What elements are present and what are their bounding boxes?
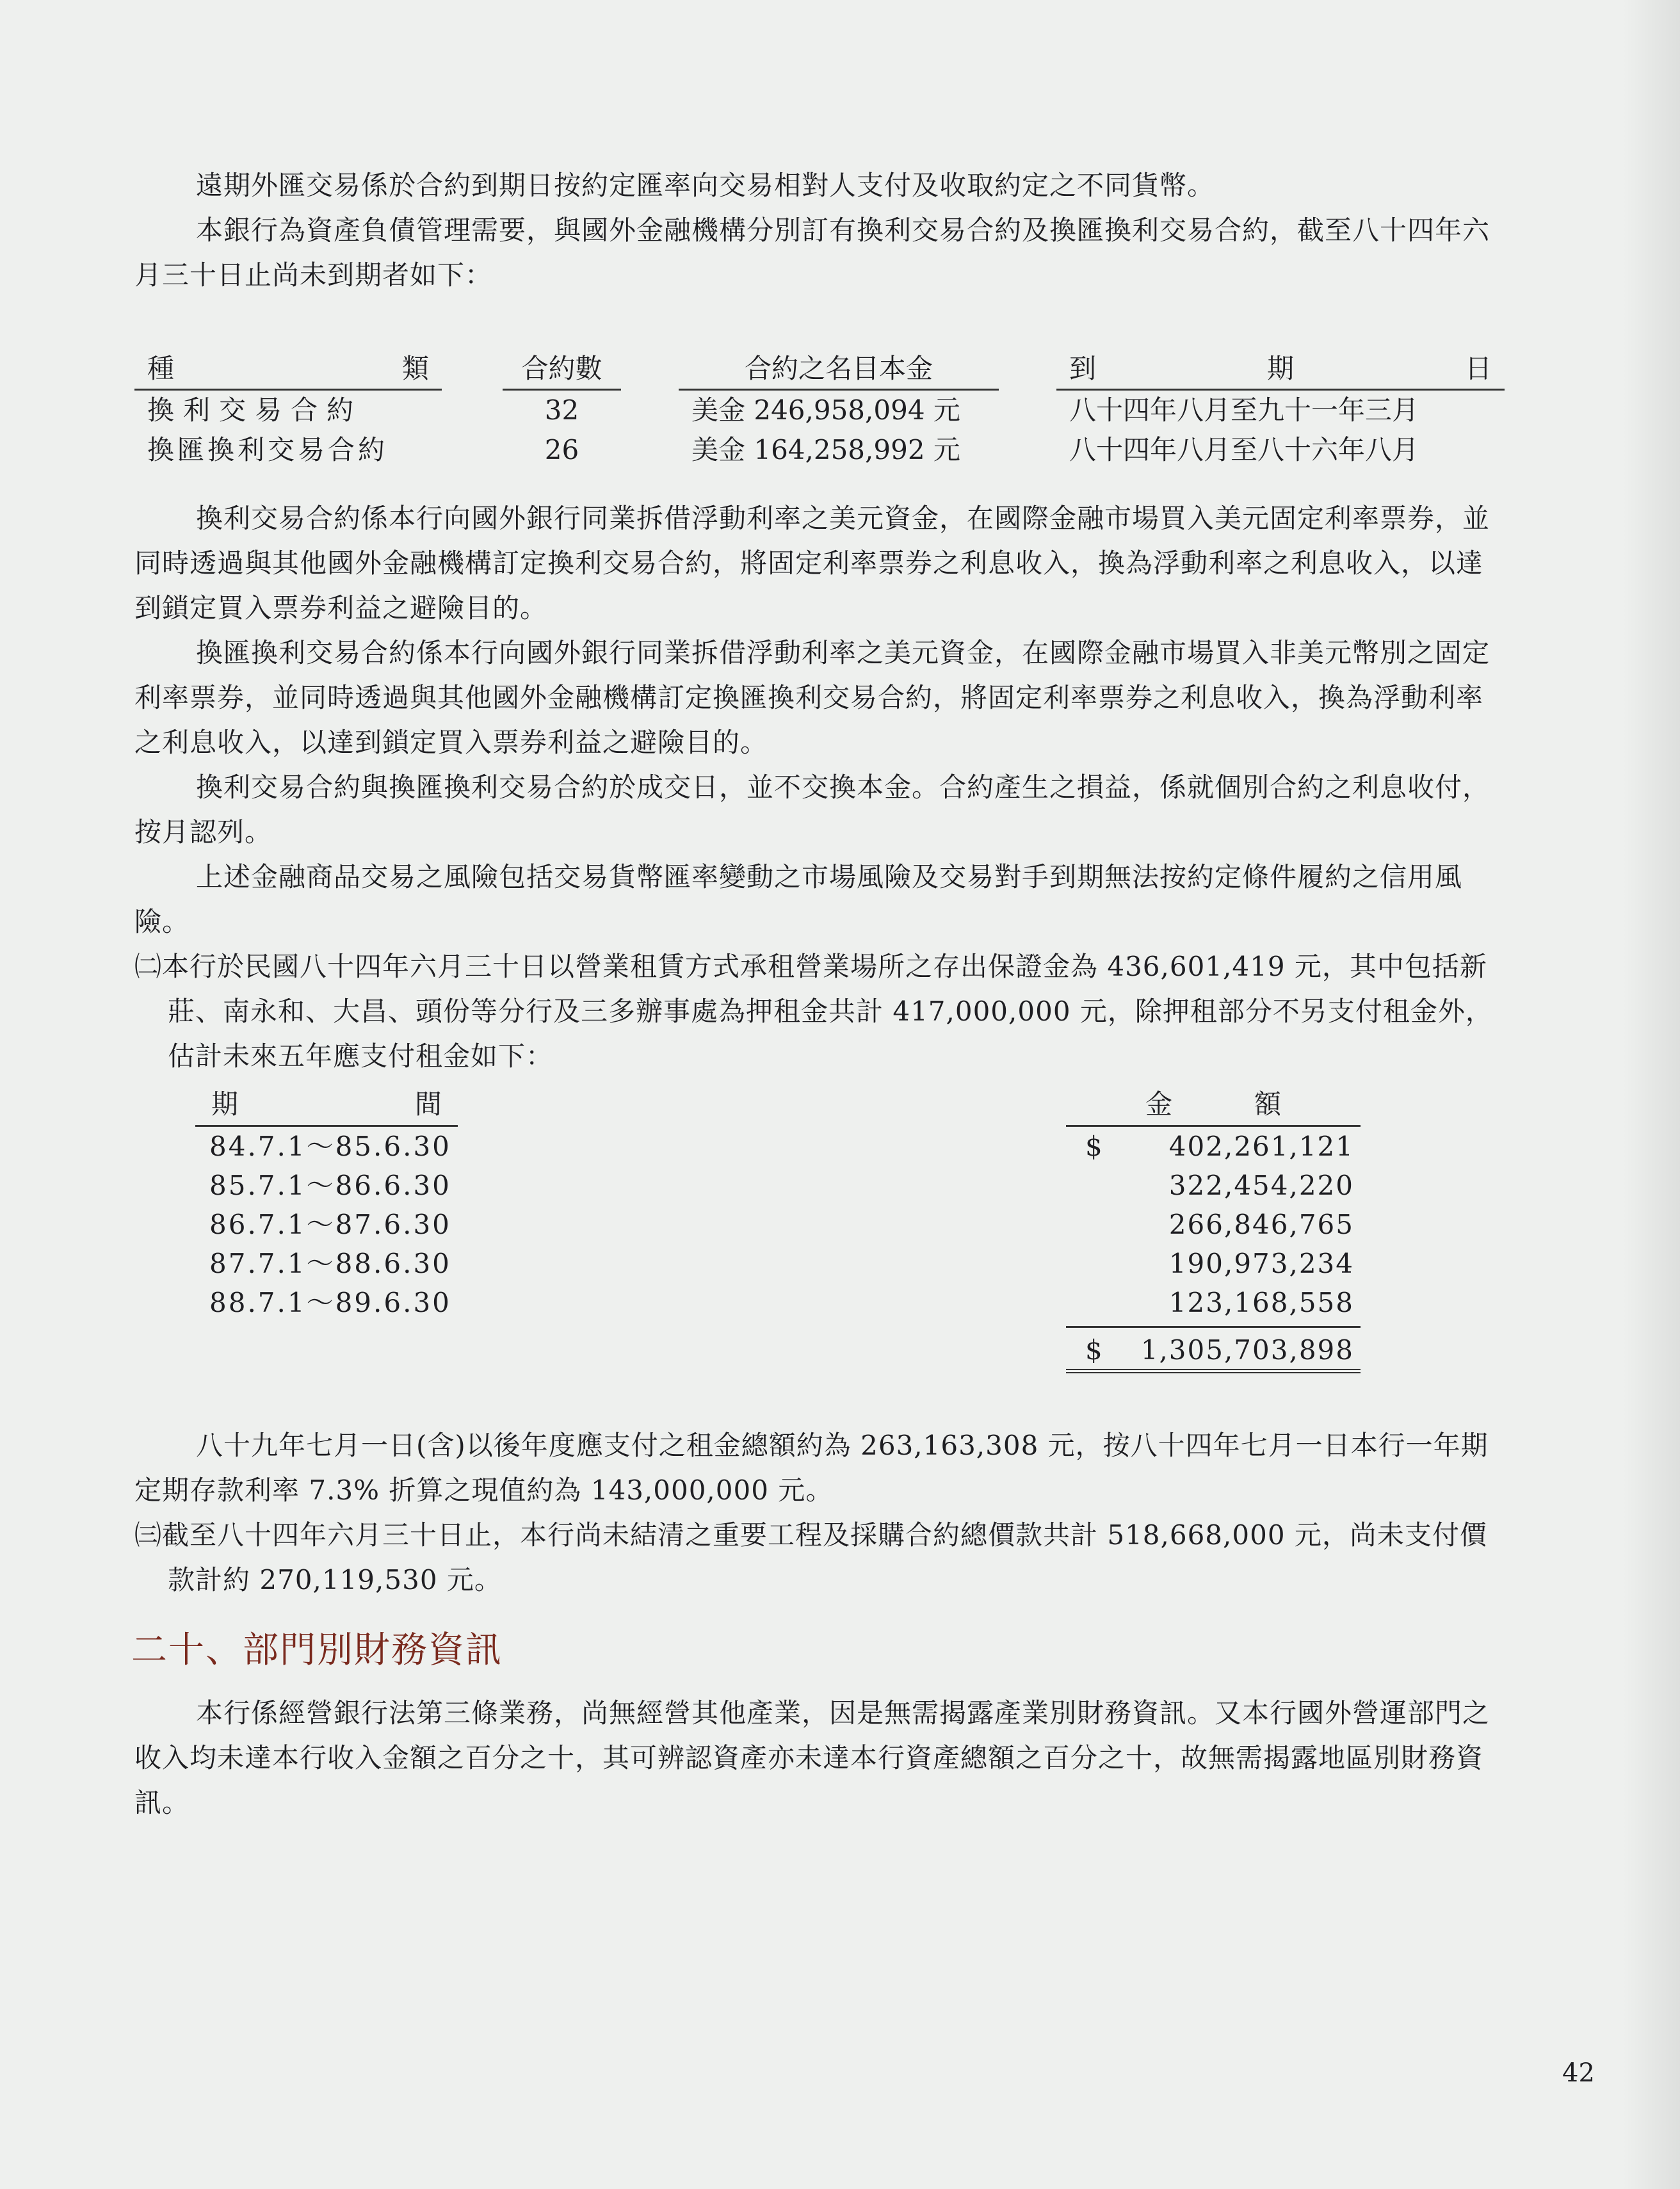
rent-amount: 190,973,234: [1168, 1248, 1354, 1279]
row-notional: 美金 164,258,992 元: [691, 434, 960, 465]
rent-period: 87.7.1～88.6.30: [209, 1248, 451, 1279]
item-lease-deposit: ㈡本行於民國八十四年六月三十日以營業租賃方式承租營業場所之存出保證金為 436,601,419 元，其中包括新莊、南永和、大昌、頭份等分行及三多辦事處為押租金共計 417,000,000 元，除押租部分不另支付租金外，估計未來五年應支付租金如下：: [134, 951, 1493, 1072]
row-type: 換利交易合約: [147, 394, 363, 426]
item-contracts-outstanding: ㈢截至八十四年六月三十日止，本行尚未結清之重要工程及採購合約總價款共計 518,668,000 元，尚未支付價款計約 270,119,530 元。: [134, 1519, 1487, 1595]
header-count: 合約數: [503, 349, 621, 391]
paragraph-currency-swap: 換匯換利交易合約係本行向國外銀行同業拆借浮動利率之美元資金，在國際金融市場買入非美元幣別之固定利率票券，並同時透過與其他國外金融機構訂定換匯換利交易合約，將固定利率票券之利息收入，換為浮動利率之利息收入，以達到鎖定買入票券利益之避險目的。: [134, 637, 1490, 758]
document-body: [131, 163, 1505, 1825]
row-maturity: 八十四年八月至九十一年三月: [1069, 394, 1419, 426]
paragraph-segment-info: 本行係經營銀行法第三條業務，尚無經營其他產業，因是無需揭露產業別財務資訊。又本行國外營運部門之收入均未達本行收入金額之百分之十，其可辨認資產亦未達本行資產總額之百分之十，故無需揭露地區別財務資訊。: [134, 1697, 1490, 1818]
rent-schedule-table: [134, 1084, 1505, 1385]
swap-contracts-table: [134, 349, 1505, 496]
paragraph-interest-swap: 換利交易合約係本行向國外銀行同業拆借浮動利率之美元資金，在國際金融市場買入美元固定利率票券，並同時透過與其他國外金融機構訂定換利交易合約，將固定利率票券之利息收入，換為浮動利率之利息收入，以達到鎖定買入票券利益之避險目的。: [134, 503, 1490, 624]
column-period: [195, 1084, 458, 1322]
paragraph-forward-fx: 遠期外匯交易係於合約到期日按約定匯率向交易相對人支付及收取約定之不同貨幣。: [196, 170, 1215, 201]
rent-amount: 123,168,558: [1168, 1287, 1354, 1318]
header-amount: 金 額: [1066, 1084, 1361, 1127]
rent-total-row: [1066, 1326, 1361, 1373]
row-count: 32: [544, 394, 579, 426]
page-edge-shadow: [1622, 0, 1680, 2189]
rent-period: 85.7.1～86.6.30: [209, 1170, 451, 1201]
currency-symbol: $: [1085, 1334, 1104, 1366]
column-count: [503, 349, 621, 470]
row-maturity: 八十四年八月至八十六年八月: [1069, 434, 1419, 465]
rent-period: 88.7.1～89.6.30: [209, 1287, 451, 1318]
rent-total: 1,305,703,898: [1140, 1334, 1354, 1366]
column-type: [134, 349, 442, 470]
paragraph-swap-intro: 本銀行為資產負債管理需要，與國外金融機構分別訂有換利交易合約及換匯換利交易合約，截至八十四年六月三十日止尚未到期者如下：: [134, 214, 1490, 291]
rent-amount: 266,846,765: [1168, 1209, 1354, 1240]
header-period: 期 間: [195, 1084, 458, 1127]
header-type: 種 類: [134, 349, 442, 391]
rent-period: 84.7.1～85.6.30: [209, 1131, 451, 1162]
column-notional: [679, 349, 999, 470]
row-type: 換匯換利交易合約: [147, 434, 389, 465]
row-notional: 美金 246,958,094 元: [691, 394, 960, 426]
currency-symbol: $: [1085, 1131, 1104, 1162]
rent-amount: 322,454,220: [1168, 1170, 1354, 1201]
paragraph-future-rent: 八十九年七月一日(含)以後年度應支付之租金總額約為 263,163,308 元，按八十四年七月一日本行一年期定期存款利率 7.3% 折算之現值約為 143,000,000 元。: [134, 1430, 1489, 1506]
header-maturity: 到 期 日: [1056, 349, 1505, 391]
rent-amount: $ 402,261,121: [1066, 1127, 1361, 1166]
row-count: 26: [544, 434, 579, 465]
rent-period: 86.7.1～87.6.30: [209, 1209, 451, 1240]
header-notional: 合約之名目本金: [679, 349, 999, 391]
column-amount: [1066, 1084, 1361, 1373]
column-maturity: [1056, 349, 1505, 470]
paragraph-risk: 上述金融商品交易之風險包括交易貨幣匯率變動之市場風險及交易對手到期無法按約定條件履約之信用風險。: [134, 861, 1463, 937]
section-heading: 二十、部門別財務資訊: [131, 1629, 503, 1671]
page-number: 42: [1562, 2058, 1595, 2088]
paragraph-principal: 換利交易合約與換匯換利交易合約於成交日，並不交換本金。合約產生之損益，係就個別合約之利息收付，按月認列。: [134, 771, 1490, 848]
